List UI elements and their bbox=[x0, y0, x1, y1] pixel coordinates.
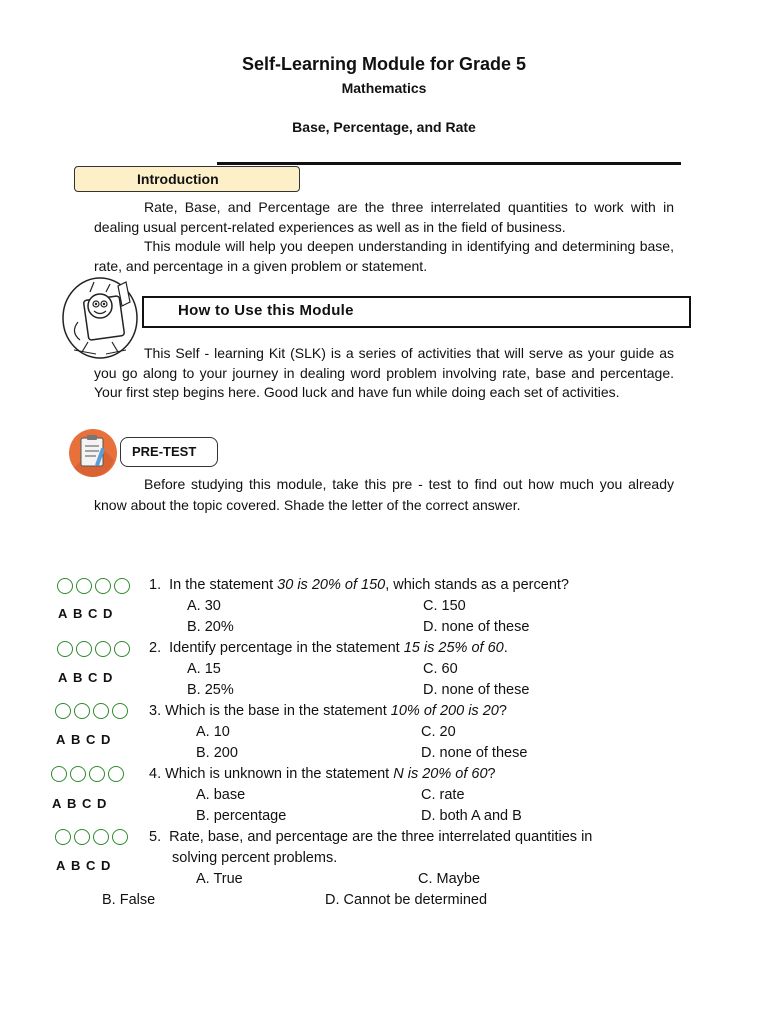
question-2: 2. Identify percentage in the statement 15 is 25% of 60. bbox=[149, 640, 508, 656]
bubble-b[interactable] bbox=[74, 829, 90, 845]
option-d: D. both A and B bbox=[421, 808, 522, 824]
bubble-b[interactable] bbox=[70, 766, 86, 782]
bubble-d[interactable] bbox=[108, 766, 124, 782]
bubble-b[interactable] bbox=[74, 703, 90, 719]
answer-bubbles bbox=[55, 829, 128, 845]
answer-letters: A B C D bbox=[52, 796, 107, 811]
bubble-d[interactable] bbox=[112, 703, 128, 719]
bubble-c[interactable] bbox=[89, 766, 105, 782]
option-a: A. base bbox=[196, 787, 246, 803]
answer-letters: A B C D bbox=[58, 606, 113, 621]
question-4: 4. Which is unknown in the statement N is 20% of 60? bbox=[149, 766, 496, 782]
bubble-a[interactable] bbox=[55, 829, 71, 845]
clipboard-icon bbox=[68, 428, 118, 478]
option-d: D. none of these bbox=[423, 619, 530, 635]
option-b: B. percentage bbox=[196, 808, 287, 824]
bubble-d[interactable] bbox=[112, 829, 128, 845]
question-1: 1. In the statement 30 is 20% of 150, which stands as a percent? bbox=[149, 577, 569, 593]
pretest-instructions: Before studying this module, take this pre - test to find out how much you already know about the topic covered. Shade the letter of the correct answer. bbox=[94, 476, 674, 513]
module-title: Self-Learning Module for Grade 5 bbox=[241, 54, 527, 74]
introduction-paragraph-1: Rate, Base, and Percentage are the three interrelated quantities to work with in dealing usual percent-related experiences as well as in the field of business. bbox=[94, 199, 674, 235]
option-d: D. Cannot be determined bbox=[325, 892, 488, 908]
option-a: A. 10 bbox=[196, 724, 230, 740]
bubble-c[interactable] bbox=[95, 578, 111, 594]
option-b: B. 200 bbox=[196, 745, 238, 761]
bubble-c[interactable] bbox=[95, 641, 111, 657]
bubble-c[interactable] bbox=[93, 829, 109, 845]
how-to-use-paragraph: This Self - learning Kit (SLK) is a series of activities that will serve as your guide as you go along to your journey in dealing word problem involving rate, base and percentage. Your first step begins here. Good luck and have fun while doing each set of activities. bbox=[94, 345, 674, 400]
introduction-paragraph-2: This module will help you deepen understanding in identifying and determining base, rate, and percentage in a given problem or statement. bbox=[94, 238, 674, 274]
bubble-d[interactable] bbox=[114, 578, 130, 594]
question-5-line-2: solving percent problems. bbox=[172, 850, 338, 866]
option-a: A. 30 bbox=[187, 598, 221, 614]
answer-bubbles bbox=[51, 766, 124, 782]
option-d: D. none of these bbox=[423, 682, 530, 698]
option-c: C. 150 bbox=[423, 598, 466, 614]
bubble-b[interactable] bbox=[76, 641, 92, 657]
answer-bubbles bbox=[57, 578, 130, 594]
pretest-label: PRE-TEST bbox=[132, 444, 197, 459]
option-b: B. 20% bbox=[187, 619, 234, 635]
answer-bubbles bbox=[57, 641, 130, 657]
bubble-c[interactable] bbox=[93, 703, 109, 719]
answer-letters: A B C D bbox=[56, 732, 111, 747]
bubble-a[interactable] bbox=[57, 641, 73, 657]
option-c: C. Maybe bbox=[418, 871, 481, 887]
question-3: 3. Which is the base in the statement 10% of 200 is 20? bbox=[149, 703, 507, 719]
option-c: C. rate bbox=[421, 787, 465, 803]
topic-title: Base, Percentage, and Rate bbox=[292, 119, 476, 135]
how-to-use-label: How to Use this Module bbox=[178, 302, 354, 319]
option-c: C. 60 bbox=[423, 661, 458, 677]
option-c: C. 20 bbox=[421, 724, 456, 740]
bubble-a[interactable] bbox=[51, 766, 67, 782]
bubble-d[interactable] bbox=[114, 641, 130, 657]
bubble-a[interactable] bbox=[57, 578, 73, 594]
option-a: A. 15 bbox=[187, 661, 221, 677]
option-d: D. none of these bbox=[421, 745, 528, 761]
answer-letters: A B C D bbox=[58, 670, 113, 685]
question-5: 5. Rate, base, and percentage are the three interrelated quantities in bbox=[149, 829, 593, 845]
bubble-b[interactable] bbox=[76, 578, 92, 594]
option-b: B. 25% bbox=[187, 682, 234, 698]
introduction-label: Introduction bbox=[137, 171, 219, 187]
option-a: A. True bbox=[196, 871, 243, 887]
answer-letters: A B C D bbox=[56, 858, 111, 873]
option-b: B. False bbox=[102, 892, 156, 908]
bubble-a[interactable] bbox=[55, 703, 71, 719]
divider-rule bbox=[217, 162, 681, 165]
subject-title: Mathematics bbox=[341, 80, 427, 96]
answer-bubbles bbox=[55, 703, 128, 719]
